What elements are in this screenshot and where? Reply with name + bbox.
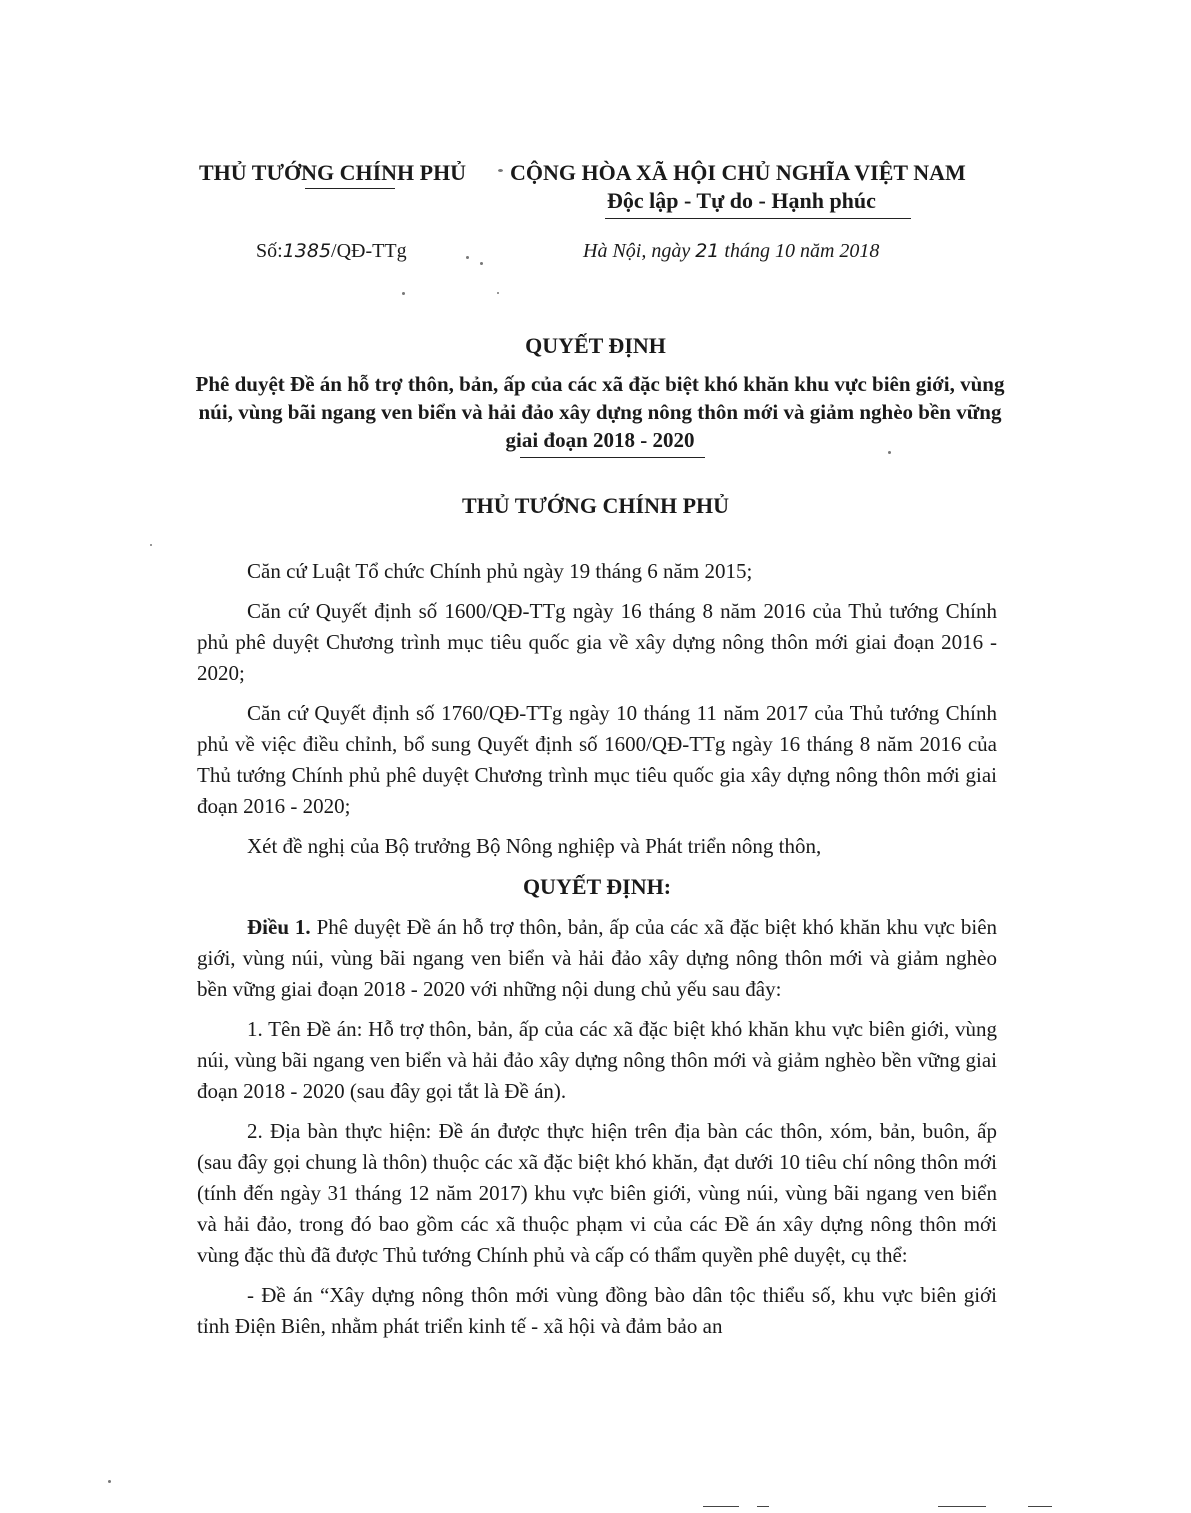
scan-dash [938, 1506, 986, 1507]
item-1-paragraph: 1. Tên Đề án: Hỗ trợ thôn, bản, ấp của các xã đặc biệt khó khăn khu vực biên giới, vùng núi, vùng bãi ngang ven biển và hải đảo xây dựng nông thôn mới và giảm nghèo bền vững giai đoạn 2018 - 2020 (sau đây gọi tắt là Đề án). [197, 1017, 997, 1103]
doc-number-suffix: /QĐ-TTg [331, 240, 407, 262]
day-handwritten: 21 [695, 240, 720, 262]
scan-speck [888, 451, 891, 454]
decides-heading: QUYẾT ĐỊNH: [522, 874, 672, 899]
decision-title: QUYẾT ĐỊNH [525, 333, 666, 358]
article-1-label: Điều 1. [247, 915, 311, 939]
basis-paragraph-2: Căn cứ Quyết định số 1600/QĐ-TTg ngày 16 tháng 8 năm 2016 của Thủ tướng Chính phủ phê duyệt Chương trình mục tiêu quốc gia về xây dựng nông thôn mới giai đoạn 2016 - 2020; [197, 599, 997, 685]
issuer-underline [305, 188, 395, 189]
document-number [256, 240, 407, 263]
scan-dash [703, 1506, 739, 1507]
scan-speck [402, 292, 405, 295]
scan-dash [757, 1506, 769, 1507]
doc-number-handwritten: 1385 [282, 240, 332, 262]
item-2-bullet-1: - Đề án “Xây dựng nông thôn mới vùng đồng bào dân tộc thiểu số, khu vực biên giới tỉnh Điện Biên, nhằm phát triển kinh tế - xã hội và đảm bảo an [197, 1283, 997, 1338]
scan-speck [466, 256, 469, 259]
authority-title: THỦ TƯỚNG CHÍNH PHỦ [461, 493, 730, 518]
basis-paragraph-1: Căn cứ Luật Tổ chức Chính phủ ngày 19 tháng 6 năm 2015; [247, 559, 753, 583]
place-date-prefix: Hà Nội, ngày [583, 240, 691, 262]
place-and-date [583, 240, 879, 263]
scan-dash [1028, 1506, 1052, 1507]
subject-underline [520, 457, 705, 458]
scan-speck [480, 262, 483, 265]
country-heading: CỘNG HÒA XÃ HỘI CHỦ NGHĨA VIỆT NAM [510, 160, 966, 185]
doc-number-prefix: Số: [256, 240, 283, 262]
decision-subject: Phê duyệt Đề án hỗ trợ thôn, bản, ấp của các xã đặc biệt khó khăn khu vực biên giới, vùng núi, vùng bãi ngang ven biển và hải đảo xây dựng nông thôn mới và giảm nghèo bền vững giai đoạn 2018 - 2020 [195, 372, 1005, 452]
scan-speck [150, 544, 152, 546]
item-2-paragraph: 2. Địa bàn thực hiện: Đề án được thực hiện trên địa bàn các thôn, xóm, bản, buôn, ấp (sau đây gọi chung là thôn) thuộc các xã đặc biệt khó khăn, đạt dưới 10 tiêu chí nông thôn mới (tính đến ngày 31 tháng 12 năm 2017) khu vực biên giới, vùng núi, vùng bãi ngang ven biển và hải đảo, trong đó bao gồm các xã thuộc phạm vi của các Đề án xây dựng nông thôn mới vùng đặc thù đã được Thủ tướng Chính phủ và cấp có thẩm quyền phê duyệt, cụ thể: [197, 1119, 997, 1267]
basis-paragraph-3: Căn cứ Quyết định số 1760/QĐ-TTg ngày 10 tháng 11 năm 2017 của Thủ tướng Chính phủ về việc điều chỉnh, bổ sung Quyết định số 1600/QĐ-TTg ngày 16 tháng 8 năm 2016 của Thủ tướng Chính phủ phê duyệt Chương trình mục tiêu quốc gia xây dựng nông thôn mới giai đoạn 2016 - 2020; [197, 701, 997, 818]
document-body [197, 556, 997, 1351]
article-1-text: Phê duyệt Đề án hỗ trợ thôn, bản, ấp của các xã đặc biệt khó khăn khu vực biên giới, vùng núi, vùng bãi ngang ven biển và hải đảo xây dựng nông thôn mới và giảm nghèo bền vững giai đoạn 2018 - 2020 với những nội dung chủ yếu sau đây: [197, 915, 998, 1001]
motto-underline [605, 218, 911, 219]
scan-speck [108, 1480, 111, 1483]
scan-speck [498, 169, 503, 172]
national-motto: Độc lập - Tự do - Hạnh phúc [607, 188, 876, 213]
proposal-paragraph: Xét đề nghị của Bộ trưởng Bộ Nông nghiệp và Phát triển nông thôn, [247, 834, 822, 858]
scan-speck [497, 292, 499, 294]
issuer-heading: THỦ TƯỚNG CHÍNH PHỦ [199, 160, 467, 185]
place-date-suffix: tháng 10 năm 2018 [724, 240, 880, 262]
article-1-paragraph [197, 912, 997, 1005]
